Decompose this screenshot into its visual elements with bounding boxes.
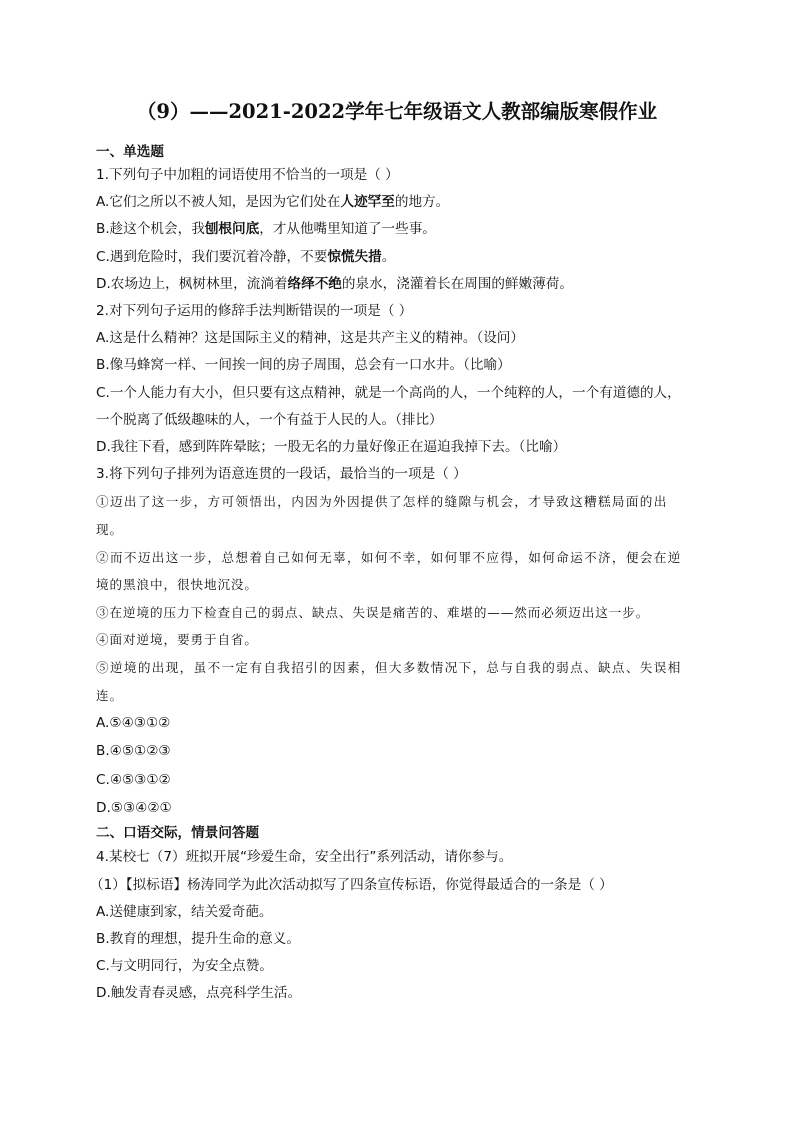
- question-3-sentence-5-line-1: ⑤逆境的出现，虽不一定有自我招引的因素，但大多数情况下，总与自我的弱点、缺点、失误相: [96, 660, 682, 675]
- question-4-option-b: B.教育的理想，提升生命的意义。: [96, 930, 300, 947]
- question-3-option-a: A.⑤④③①②: [96, 715, 171, 732]
- question-1-option-b: B.趁这个机会，我刨根问底，才从他嘴里知道了一些事。: [96, 221, 436, 238]
- page-title: （9）——2021-2022学年七年级语文人教部编版寒假作业: [136, 100, 658, 123]
- question-4-stem: 4.某校七（7）班拟开展“珍爱生命，安全出行”系列活动，请你参与。: [96, 849, 513, 866]
- question-3-option-b: B.④⑤①②③: [96, 743, 171, 760]
- question-3-sentence-5-line-2: 连。: [96, 687, 123, 703]
- question-4-option-d: D.触发青春灵感，点亮科学生活。: [96, 985, 302, 1002]
- bold-phrase: 人迹罕至: [340, 194, 395, 211]
- question-2-option-c-line-2: 一个脱离了低级趣味的人，一个有益于人民的人。（排比）: [96, 411, 443, 428]
- section-heading-single-choice: 一、单选题: [96, 144, 164, 160]
- worksheet-content: [90, 144, 706, 1008]
- question-3-stem: 3.将下列句子排列为语意连贯的一段话，最恰当的一项是（ ）: [96, 466, 467, 483]
- bold-phrase: 络绎不绝: [287, 275, 342, 292]
- question-2-option-b: B.像马蜂窝一样、一间挨一间的房子周围，总会有一口水井。（比喻）: [96, 357, 511, 374]
- bold-phrase: 刨根问底: [204, 221, 260, 238]
- bold-phrase: 惊慌失措: [327, 248, 382, 265]
- question-4-subquestion-1: （1）【拟标语】杨涛同学为此次活动拟写了四条宣传标语，你觉得最适合的一条是（ ）: [90, 876, 613, 893]
- question-3-sentence-1-line-2: 现。: [96, 522, 123, 538]
- question-3-sentence-2-line-1: ②而不迈出这一步，总想着自己如何无辜，如何不幸，如何罪不应得，如何命运不济，便会在逆: [96, 549, 682, 565]
- question-3-sentence-2-line-2: 境的黑浪中，很快地沉没。: [96, 577, 258, 593]
- question-4-option-c: C.与文明同行，为安全点赞。: [96, 958, 273, 975]
- question-1-stem: 1.下列句子中加粗的词语使用不恰当的一项是（ ）: [96, 167, 399, 183]
- question-2-option-c-line-1: C.一个人能力有大小，但只要有这点精神，就是一个高尚的人，一个纯粹的人，一个有道德的人，: [96, 384, 681, 401]
- question-1-option-a: A.它们之所以不被人知，是因为它们处在人迹罕至的地方。: [96, 194, 450, 211]
- question-2-stem: 2.对下列句子运用的修辞手法判断错误的一项是（ ）: [96, 303, 413, 320]
- question-1-option-d: D.农场边上，枫树林里，流淌着络绎不绝的泉水，浇灌着长在周围的鲜嫩薄荷。: [96, 275, 573, 292]
- question-3-option-d: D.⑤③④②①: [96, 800, 172, 817]
- question-2-option-d: D.我往下看，感到阵阵晕眩；一股无名的力量好像正在逼迫我掉下去。（比喻）: [96, 439, 567, 456]
- question-3-sentence-4: ④面对逆境，要勇于自省。: [96, 632, 258, 648]
- question-1-option-c: C.遇到危险时，我们要沉着冷静，不要惊慌失措。: [96, 248, 396, 265]
- question-3-sentence-3: ③在逆境的压力下检查自己的弱点、缺点、失误是痛苦的、难堪的——然而必须迈出这一步。: [96, 604, 650, 620]
- question-3-option-c: C.④⑤③①②: [96, 771, 171, 788]
- section-heading-oral-communication: 二、口语交际，情景问答题: [96, 825, 260, 842]
- question-4-option-a: A.送健康到家，结关爱奇葩。: [96, 903, 273, 920]
- question-3-sentence-1-line-1: ①迈出了这一步，方可领悟出，内因为外因提供了怎样的缝隙与机会，才导致这糟糕局面的出: [96, 494, 668, 510]
- question-2-option-a: A.这是什么精神？这是国际主义的精神，这是共产主义的精神。（设问）: [96, 330, 524, 347]
